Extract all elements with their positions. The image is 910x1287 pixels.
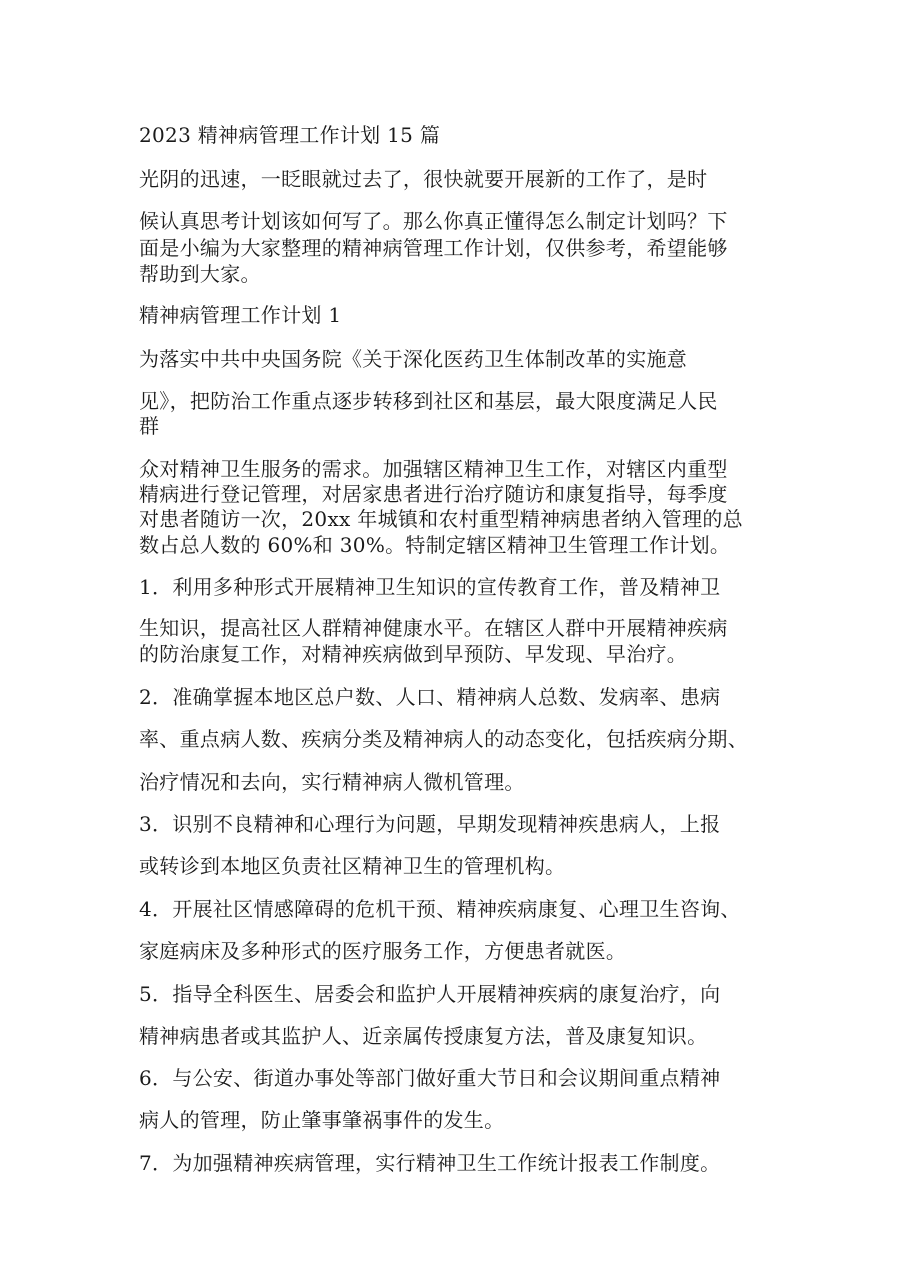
list-item-line: 病人的管理，防止肇事肇祸事件的发生。 [139,1108,505,1132]
list-item-line: 家庭病床及多种形式的医疗服务工作，方便患者就医。 [139,939,627,963]
list-item-line: 2．准确掌握本地区总户数、人口、精神病人总数、发病率、患病 [139,685,721,709]
section-intro-line: 见》，把防治工作重点逐步转移到社区和基层，最大限度满足人民 [139,389,718,413]
section-heading: 精神病管理工作计划 1 [139,303,342,327]
list-item-line: 生知识，提高社区人群精神健康水平。在辖区人群中开展精神疾病 [139,616,728,640]
list-item-line: 或转诊到本地区负责社区精神卫生的管理机构。 [139,854,566,878]
section-intro-line: 众对精神卫生服务的需求。加强辖区精神卫生工作，对辖区内重型 [139,457,728,481]
document-title: 2023 精神病管理工作计划 15 篇 [139,123,441,147]
section-intro-line: 群 [139,414,160,438]
intro-line: 面是小编为大家整理的精神病管理工作计划，仅供参考，希望能够 [139,236,728,260]
section-intro-line: 对患者随访一次，20xx 年城镇和农村重型精神病患者纳入管理的总 [139,507,743,531]
list-item-line: 6．与公安、街道办事处等部门做好重大节日和会议期间重点精神 [139,1066,721,1090]
intro-line: 帮助到大家。 [139,262,261,286]
list-item-line: 4．开展社区情感障碍的危机干预、精神疾病康复、心理卫生咨询、 [139,897,741,921]
intro-line: 候认真思考计划该如何写了。那么你真正懂得怎么制定计划吗？下 [139,209,728,233]
list-item-line: 7．为加强精神疾病管理，实行精神卫生工作统计报表工作制度。 [139,1151,721,1175]
list-item-line: 5．指导全科医生、居委会和监护人开展精神疾病的康复治疗，向 [139,982,721,1006]
list-item-line: 率、重点病人数、疾病分类及精神病人的动态变化，包括疾病分期、 [139,727,748,751]
section-intro-line: 为落实中共中央国务院《关于深化医药卫生体制改革的实施意 [139,347,688,371]
section-intro-line: 精病进行登记管理，对居家患者进行治疗随访和康复指导，每季度 [139,482,728,506]
list-item-line: 3．识别不良精神和心理行为问题，早期发现精神疾患病人，上报 [139,812,721,836]
section-intro-line: 数占总人数的 60%和 30%。特制定辖区精神卫生管理工作计划。 [139,533,731,557]
intro-line: 光阴的迅速，一眨眼就过去了，很快就要开展新的工作了，是时 [139,167,708,191]
list-item-line: 治疗情况和去向，实行精神病人微机管理。 [139,770,525,794]
list-item-line: 精神病患者或其监护人、近亲属传授康复方法，普及康复知识。 [139,1024,708,1048]
list-item-line: 1．利用多种形式开展精神卫生知识的宣传教育工作，普及精神卫 [139,575,721,599]
list-item-line: 的防治康复工作，对精神疾病做到早预防、早发现、早治疗。 [139,642,688,666]
